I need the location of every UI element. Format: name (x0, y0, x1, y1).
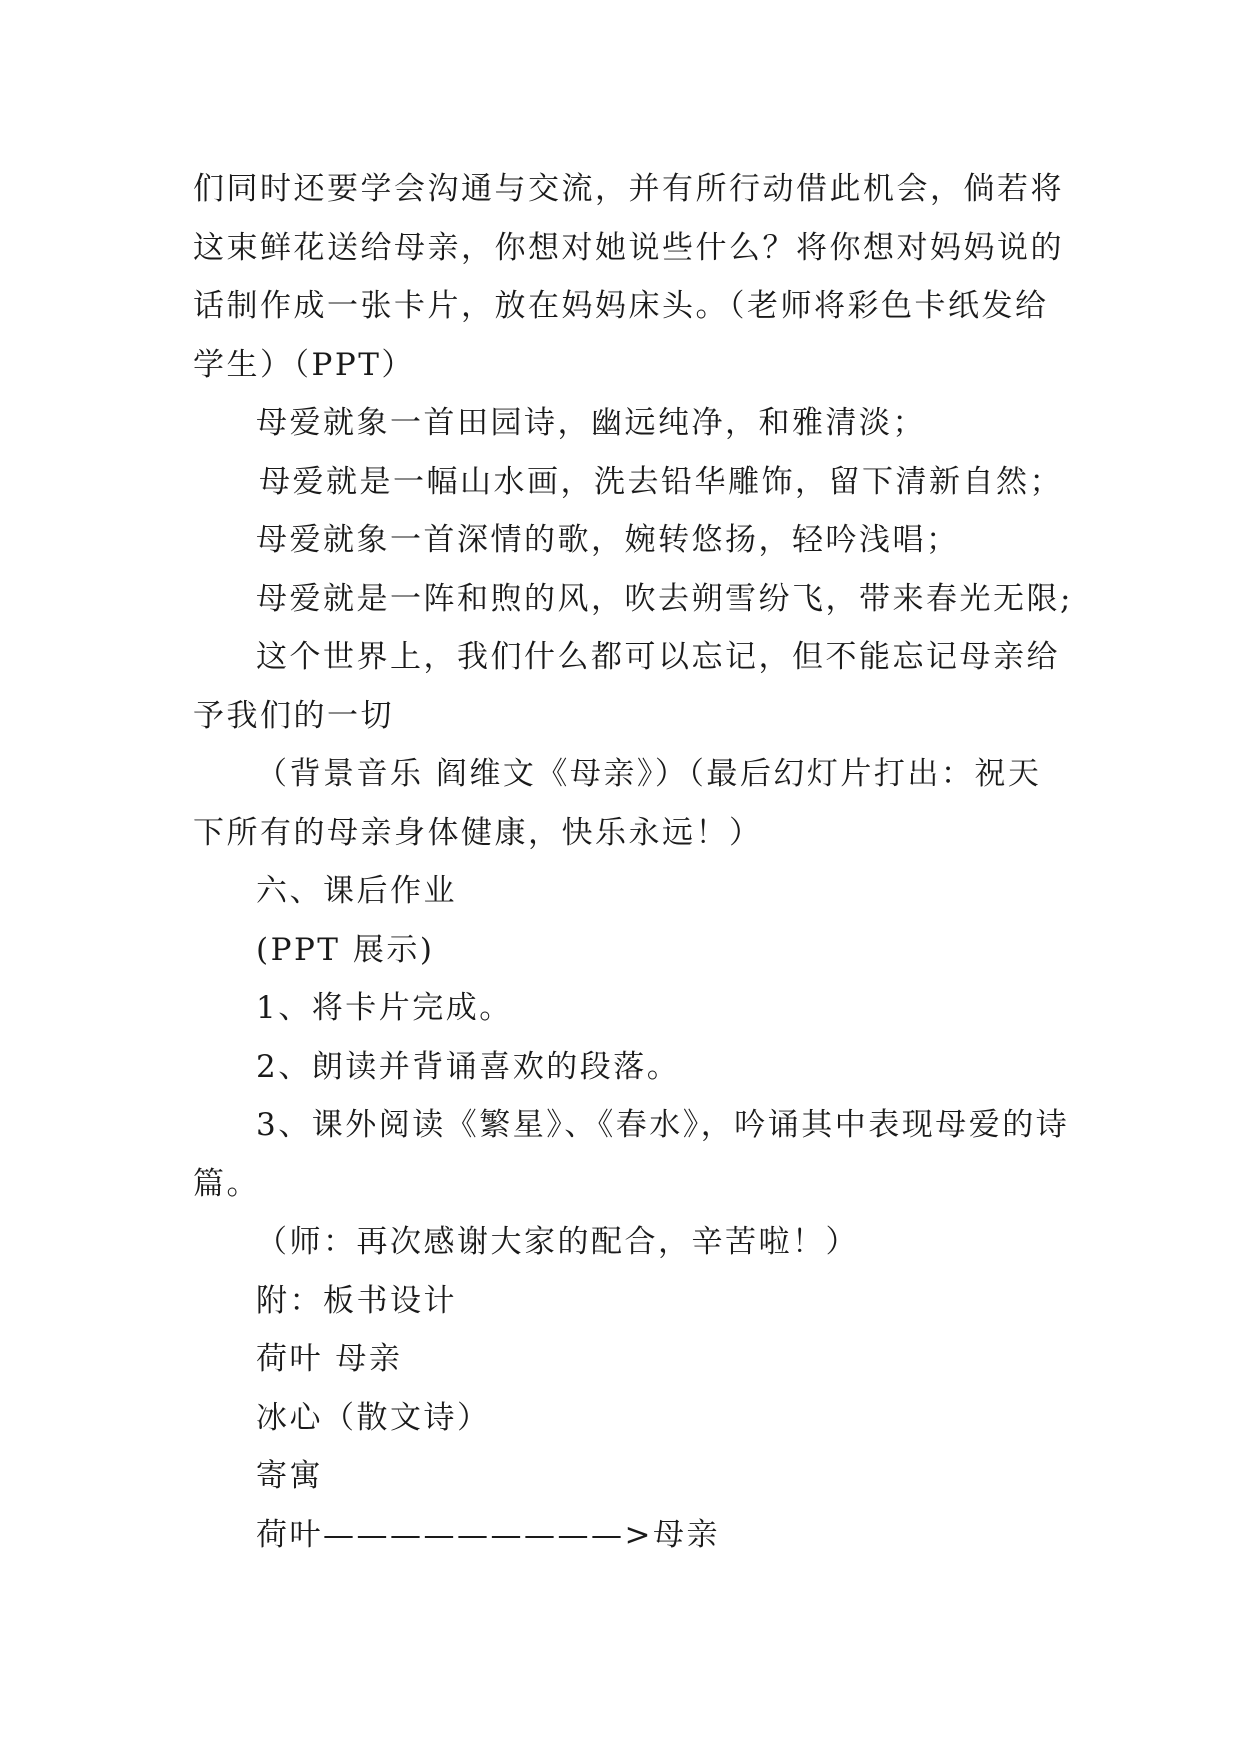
board-line: 荷叶 母亲 (256, 1341, 403, 1377)
section-heading: 六、课后作业 (256, 873, 457, 909)
text-line: （师：再次感谢大家的配合，辛苦啦！） (256, 1224, 859, 1260)
text-line: 话制作成一张卡片，放在妈妈床头。（老师将彩色卡纸发给 (193, 288, 1049, 324)
board-line: 冰心（散文诗） (256, 1399, 491, 1436)
text-line: 母爱就象一首深情的歌，婉转悠扬，轻吟浅唱； (256, 522, 960, 558)
text-line: 这束鲜花送给母亲，你想对她说些什么？将你想对妈妈说的 (193, 229, 1064, 266)
text-line: 予我们的一切 (193, 697, 394, 734)
text-line: (PPT 展示) (256, 931, 435, 968)
text-line: 母爱就象一首田园诗，幽远纯净，和雅清淡； (256, 405, 926, 441)
text-line: （背景音乐 阎维文《母亲》）（最后幻灯片打出：祝天 (256, 756, 1042, 792)
text-line: 母爱就是一阵和煦的风，吹去朔雪纷飞，带来春光无限; (256, 580, 1073, 617)
text-line: 学生）（PPT） (193, 346, 415, 383)
text-line: 篇。 (193, 1165, 260, 1202)
list-item: 1、将卡片完成。 (256, 990, 513, 1026)
text-line: 母爱就是一幅山水画，洗去铅华雕饰，留下清新自然； (259, 463, 1063, 500)
document-body (193, 160, 1073, 1564)
board-line: 寄寓 (256, 1458, 323, 1494)
text-line: 附：板书设计 (256, 1282, 457, 1319)
text-line: 这个世界上，我们什么都可以忘记，但不能忘记母亲给 (256, 639, 1060, 675)
text-line: 下所有的母亲身体健康，快乐永远！） (193, 814, 763, 851)
list-item: 3、课外阅读《繁星》、《春水》，吟诵其中表现母爱的诗 (256, 1107, 1070, 1143)
board-line: 荷叶—————————>母亲 (256, 1516, 720, 1553)
list-item: 2、朗读并背诵喜欢的段落。 (256, 1048, 681, 1085)
text-line: 们同时还要学会沟通与交流，并有所行动借此机会，倘若将 (193, 171, 1064, 207)
